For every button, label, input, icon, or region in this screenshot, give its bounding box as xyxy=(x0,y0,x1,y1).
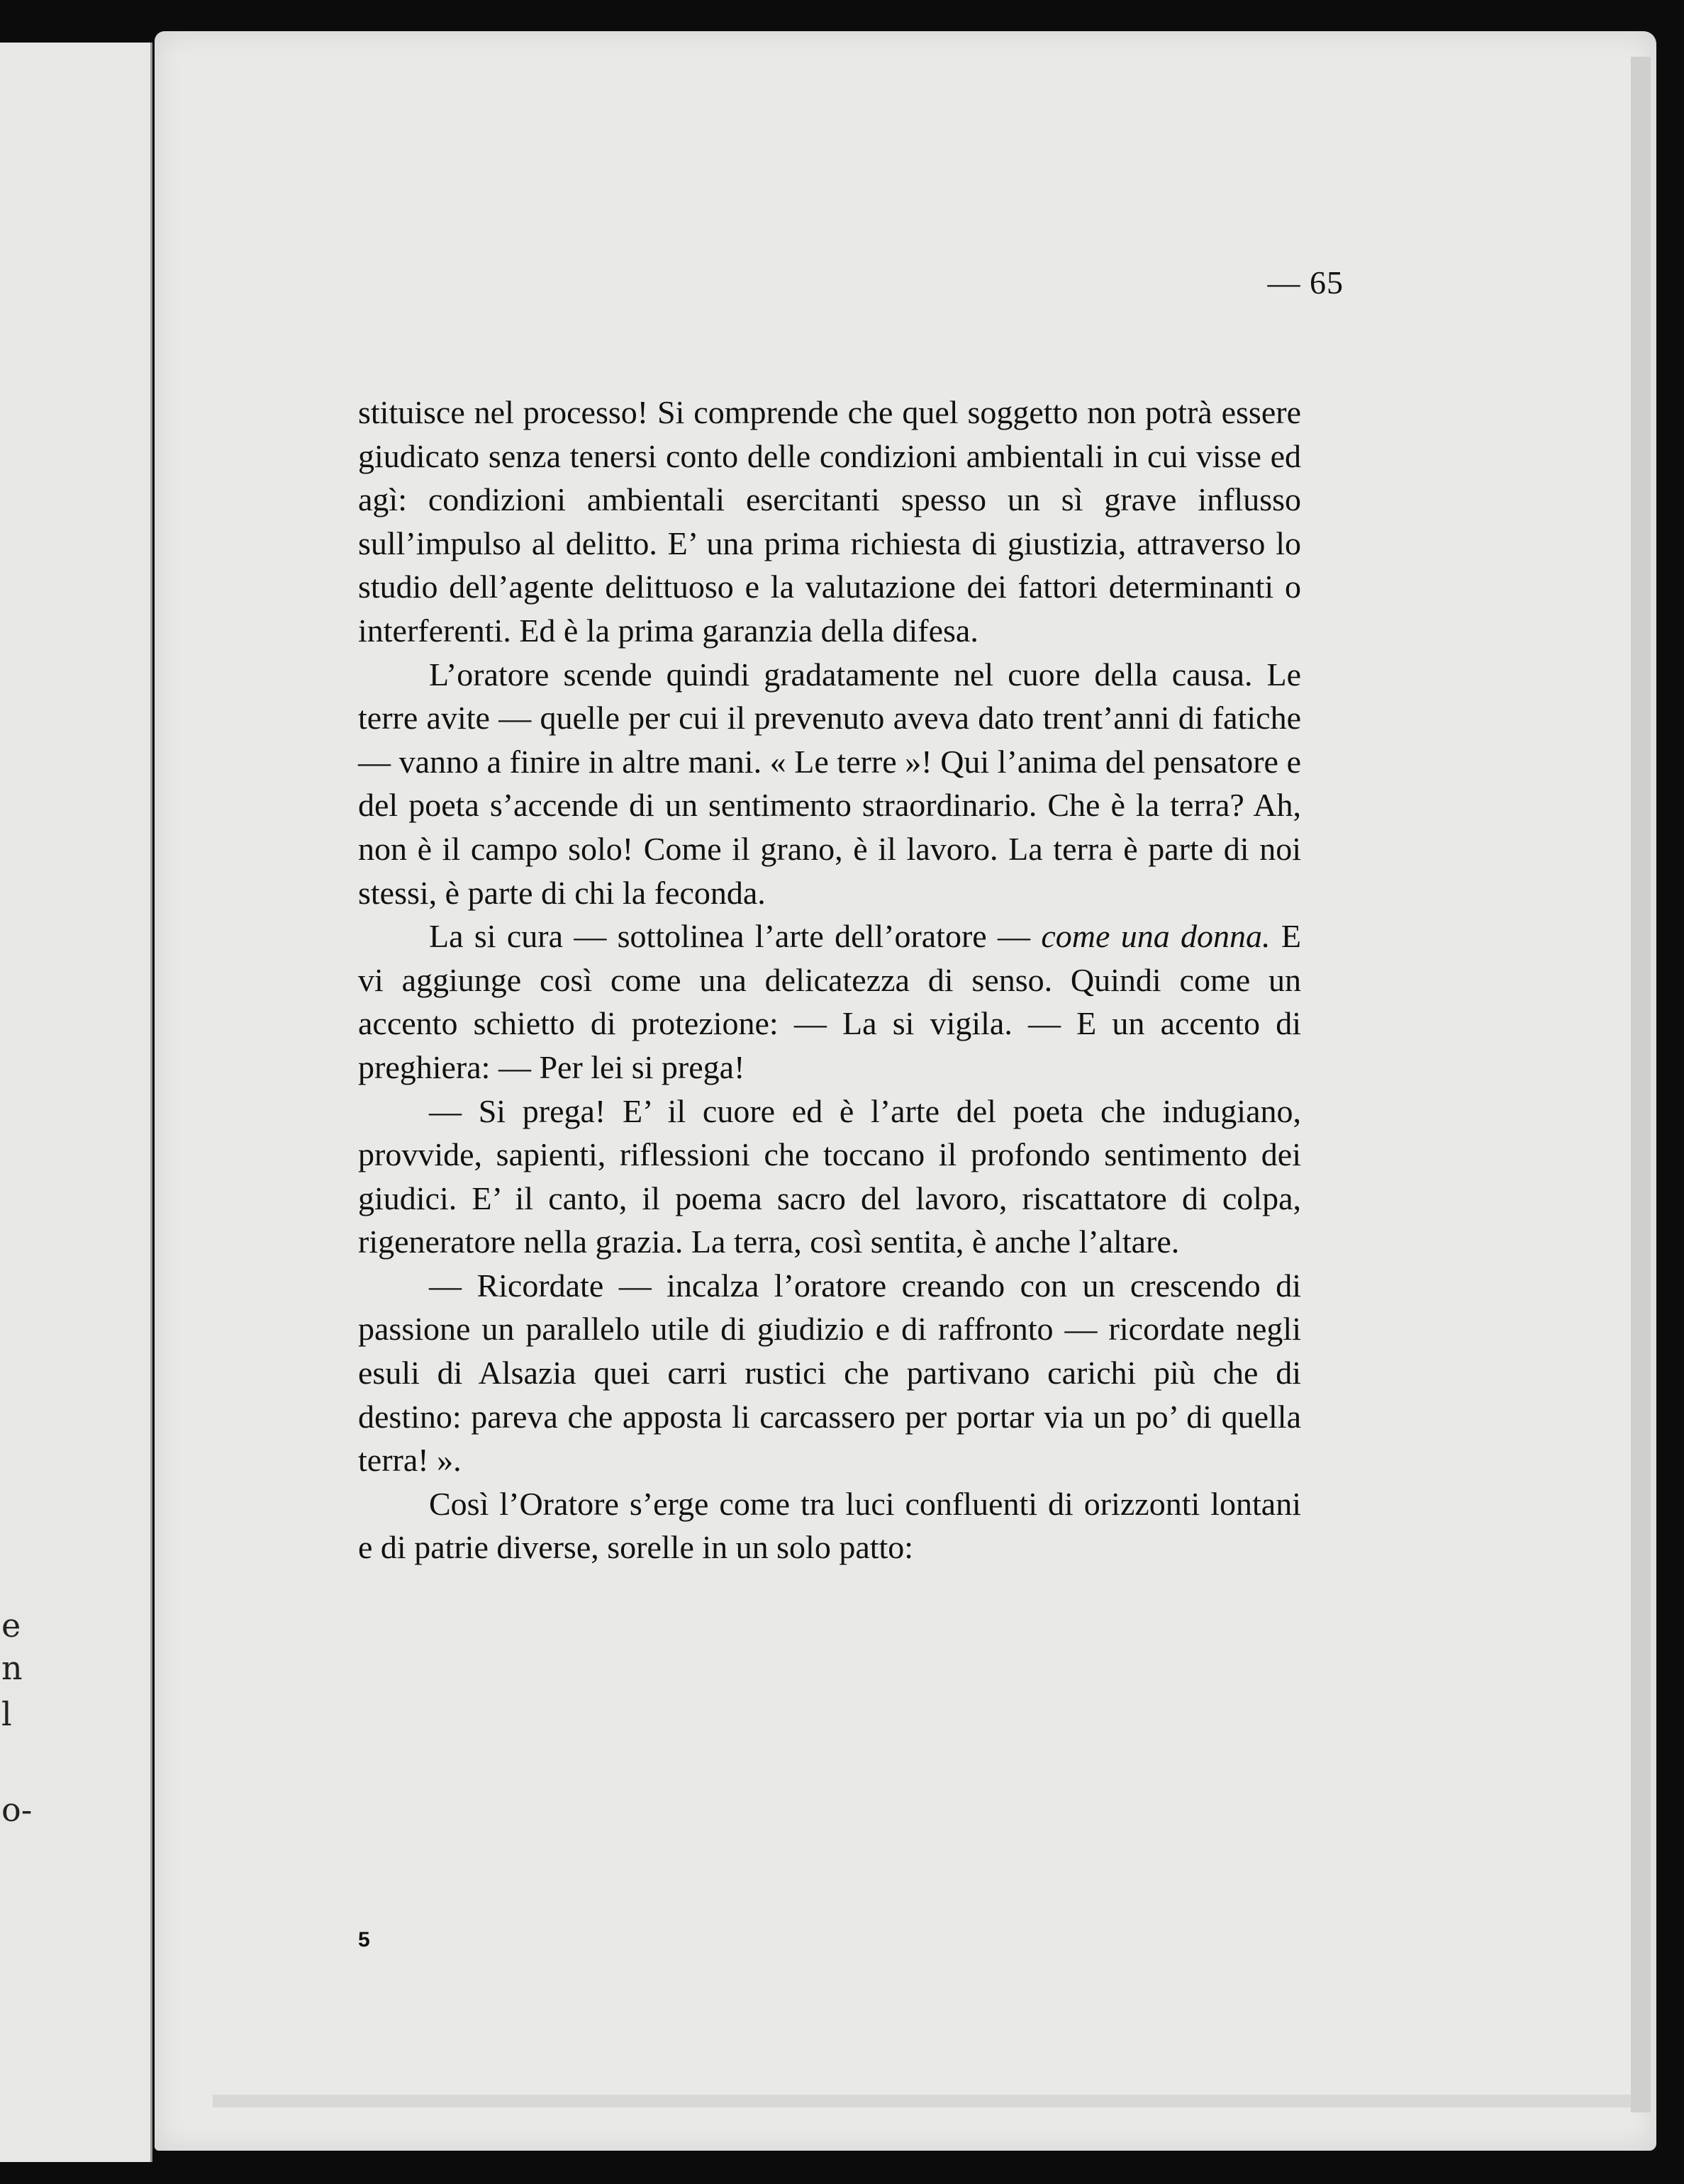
signature-mark: 5 xyxy=(358,1928,370,1951)
paragraph: — Ricordate — incalza l’oratore creando con un crescendo di passione un parallelo utile di giudizio e di raffronto — ricordate negli esuli di Alsazia quei carri rustici che partivano carichi più che di destino: pareva che apposta li carcassero per portar via un po’ di quella terra! ». xyxy=(358,1267,1301,1479)
paragraph: — Si prega! E’ il cuore ed è l’arte del poeta che indugiano, provvide, sapienti, riflessioni che toccano il profondo sentimento dei giudici. E’ il canto, il poema sacro del lavoro, riscattatore di colpa, rigeneratore nella grazia. La terra, così sentita, è anche l’altare. xyxy=(358,1092,1301,1260)
prev-page-fragment: n xyxy=(1,1649,23,1687)
paragraph xyxy=(358,914,1301,1089)
paragraph-text: E vi aggiunge così come una delicatezza di senso. Quindi come un accento schietto di protezione: — La si vigila. — E un accento di preghiera: — Per lei si prega! xyxy=(358,918,1301,1085)
prev-page-fragment: o- xyxy=(1,1791,33,1829)
italic-phrase: come una donna. xyxy=(1041,918,1271,955)
page-number: — 65 xyxy=(1267,264,1344,301)
paragraph: Così l’Oratore s’erge come tra luci confluenti di orizzonti lontani e di patrie diverse, sorelle in un solo patto: xyxy=(358,1485,1301,1566)
paragraph: stituisce nel processo! Si comprende che quel soggetto non potrà essere giudicato senza tenersi conto delle condizioni ambientali in cui visse ed agì: condizioni ambientali esercitanti spesso un sì grave influsso sull’impulso al delitto. E’ una prima richiesta di giustizia, attraverso lo studio dell’agente delittuoso e la valutazione dei fattori determinanti o interferenti. Ed è la prima garanzia della difesa. xyxy=(358,394,1301,649)
paragraph-text: La si cura — sottolinea l’arte dell’oratore — xyxy=(429,918,1042,955)
body-text xyxy=(358,391,1301,1569)
prev-page-fragment: e xyxy=(1,1606,21,1645)
paragraph: L’oratore scende quindi gradatamente nel cuore della causa. Le terre avite — quelle per cui il prevenuto aveva dato trent’anni di fatiche — vanno a finire in altre mani. « Le terre »! Qui l’anima del pensatore e del poeta s’accende di un sentimento straordinario. Che è la terra? Ah, non è il campo solo! Come il grano, è il lavoro. La terra è parte di noi stessi, è parte di chi la feconda. xyxy=(358,656,1301,911)
page-bottom-edge xyxy=(213,2095,1631,2107)
prev-page-fragment: l xyxy=(1,1695,12,1733)
previous-page-edge xyxy=(0,43,152,2162)
page-edge-shadow xyxy=(1631,57,1651,2112)
